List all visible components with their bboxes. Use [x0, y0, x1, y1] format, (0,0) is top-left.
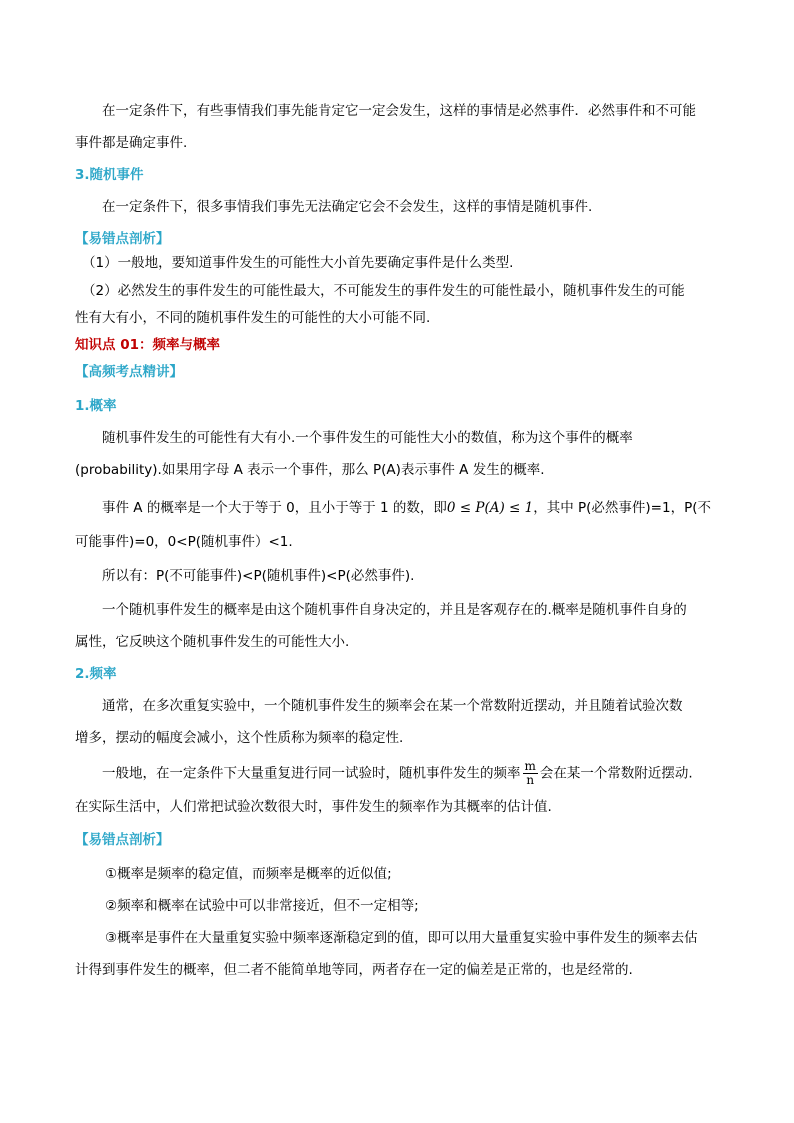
paragraph-probability-nature-line1: 一个随机事件发生的概率是由这个随机事件自身决定的，并且是客观存在的.概率是随机事件自身的 [102, 602, 687, 618]
probability-range-formula: 0 ≤ P(A) ≤ 1 [446, 500, 534, 516]
heading-probability: 1.概率 [75, 398, 117, 414]
range-text-b: ，其中 P(必然事件)=1，P(不 [533, 500, 711, 516]
heading-high-frequency: 【高频考点精讲】 [75, 364, 183, 380]
heading-knowledge-point: 知识点 01：频率与概率 [75, 337, 220, 353]
comparison-item-1: ①概率是频率的稳定值，而频率是概率的近似值; [105, 866, 392, 882]
fraction-m-over-n [523, 760, 538, 787]
paragraph-frequency-line1: 通常，在多次重复实验中，一个随机事件发生的频率会在某一个常数附近摆动，并且随着试验次数 [102, 698, 683, 714]
heading-mistake-analysis-2: 【易错点剖析】 [75, 832, 170, 848]
range-text-a: 事件 A 的概率是一个大于等于 0，且小于等于 1 的数，即 [102, 500, 447, 516]
fraction-denominator: n [526, 773, 535, 787]
paragraph-certain-event-line2: 事件都是确定事件. [75, 135, 188, 151]
comparison-item-3-line1: ③概率是事件在大量重复实验中频率逐渐稳定到的值，即可以用大量重复实验中事件发生的频率去估 [105, 930, 698, 946]
paragraph-probability-range-line1 [102, 498, 711, 518]
mistake-item-2-line1: （2）必然发生的事件发生的可能性最大，不可能发生的事件发生的可能性最小，随机事件发生的可能 [82, 283, 685, 299]
mistake-item-1: （1）一般地，要知道事件发生的可能性大小首先要确定事件是什么类型. [82, 255, 514, 271]
paragraph-frequency-stable-line2: 在实际生活中，人们常把试验次数很大时，事件发生的频率作为其概率的估计值. [75, 799, 552, 815]
stable-text-b: 会在某一个常数附近摆动. [539, 765, 693, 782]
paragraph-probability-line2: (probability).如果用字母 A 表示一个事件，那么 P(A)表示事件 A 发生的概率. [75, 462, 545, 478]
comparison-item-3-line2: 计得到事件发生的概率，但二者不能简单地等同，两者存在一定的偏差是正常的，也是经常的. [75, 962, 633, 978]
paragraph-frequency-stable-line1 [102, 760, 693, 787]
mistake-item-2-line2: 性有大有小，不同的随机事件发生的可能性的大小可能不同. [75, 310, 431, 326]
heading-frequency: 2.频率 [75, 666, 117, 682]
paragraph-frequency-line2: 增多，摆动的幅度会减小，这个性质称为频率的稳定性. [75, 730, 404, 746]
heading-mistake-analysis-1: 【易错点剖析】 [75, 231, 170, 247]
paragraph-probability-line1: 随机事件发生的可能性有大有小.一个事件发生的可能性大小的数值，称为这个事件的概率 [102, 430, 633, 446]
stable-text-a: 一般地，在一定条件下大量重复进行同一试验时，随机事件发生的频率 [102, 765, 521, 782]
paragraph-probability-range-line2: 可能事件)=0，0<P(随机事件）<1. [75, 534, 293, 550]
paragraph-certain-event-line1: 在一定条件下，有些事情我们事先能肯定它一定会发生，这样的事情是必然事件．必然事件和不可能 [102, 103, 696, 119]
paragraph-probability-nature-line2: 属性，它反映这个随机事件发生的可能性大小. [75, 634, 350, 650]
paragraph-random-event: 在一定条件下，很多事情我们事先无法确定它会不会发生，这样的事情是随机事件. [102, 199, 593, 215]
paragraph-probability-order: 所以有：P(不可能事件)<P(随机事件)<P(必然事件). [102, 568, 415, 584]
heading-random-event: 3.随机事件 [75, 167, 144, 183]
fraction-numerator: m [524, 759, 536, 773]
comparison-item-2: ②频率和概率在试验中可以非常接近，但不一定相等; [105, 898, 419, 914]
